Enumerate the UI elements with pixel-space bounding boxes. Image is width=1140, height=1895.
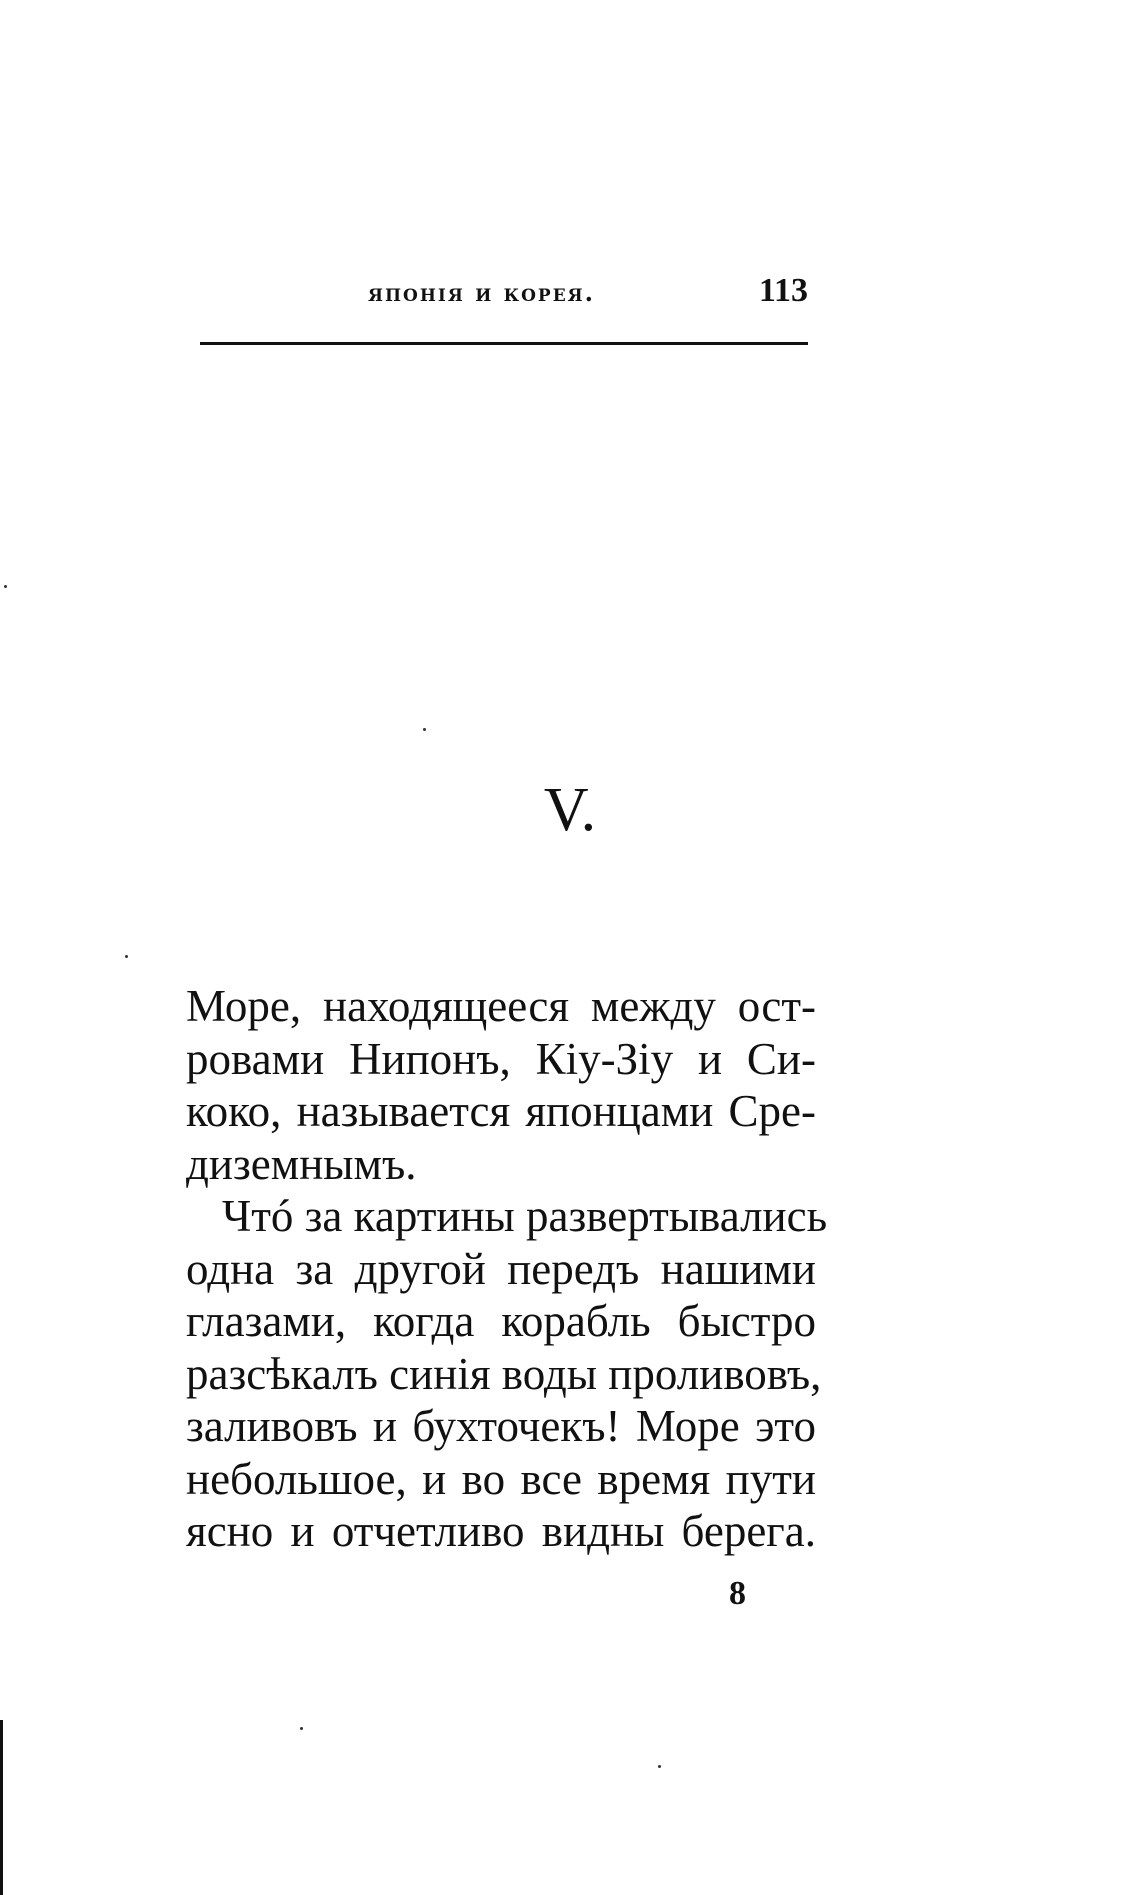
text-line: Море, находящееся между ост-: [186, 981, 816, 1031]
running-title: японія и корея.: [368, 278, 595, 307]
text-line: небольшое, и во все время пути: [186, 1453, 816, 1504]
text-line: глазами, когда корабль быстро: [186, 1296, 816, 1346]
scan-speck: [4, 585, 7, 588]
scan-speck: [300, 1727, 303, 1730]
scan-speck: [125, 955, 128, 958]
text-line: коко, называется японцами Сре-: [186, 1086, 816, 1136]
body-text: [186, 980, 828, 1558]
text-line: ровами Нипонъ, Кіу-Зіу и Си-: [186, 1033, 816, 1084]
page-number: 113: [758, 272, 808, 309]
text-line: разсѣкалъ синія воды проливовъ,: [186, 1348, 822, 1399]
signature-mark: 8: [729, 1575, 746, 1612]
chapter-number: V.: [543, 776, 597, 844]
scan-edge-line: [0, 1720, 3, 1895]
running-head: [200, 272, 808, 338]
scan-speck: [658, 1765, 661, 1768]
text-line: ясно и отчетливо видны берега.: [186, 1506, 816, 1556]
text-line: одна за другой передъ нашими: [186, 1243, 816, 1294]
scan-speck: [423, 728, 426, 731]
header-rule: [200, 342, 808, 345]
text-line: заливовъ и бухточекъ! Море это: [186, 1401, 816, 1451]
text-line: Чтó за картины развертывались: [222, 1191, 828, 1241]
text-line: диземнымъ.: [186, 1138, 417, 1189]
